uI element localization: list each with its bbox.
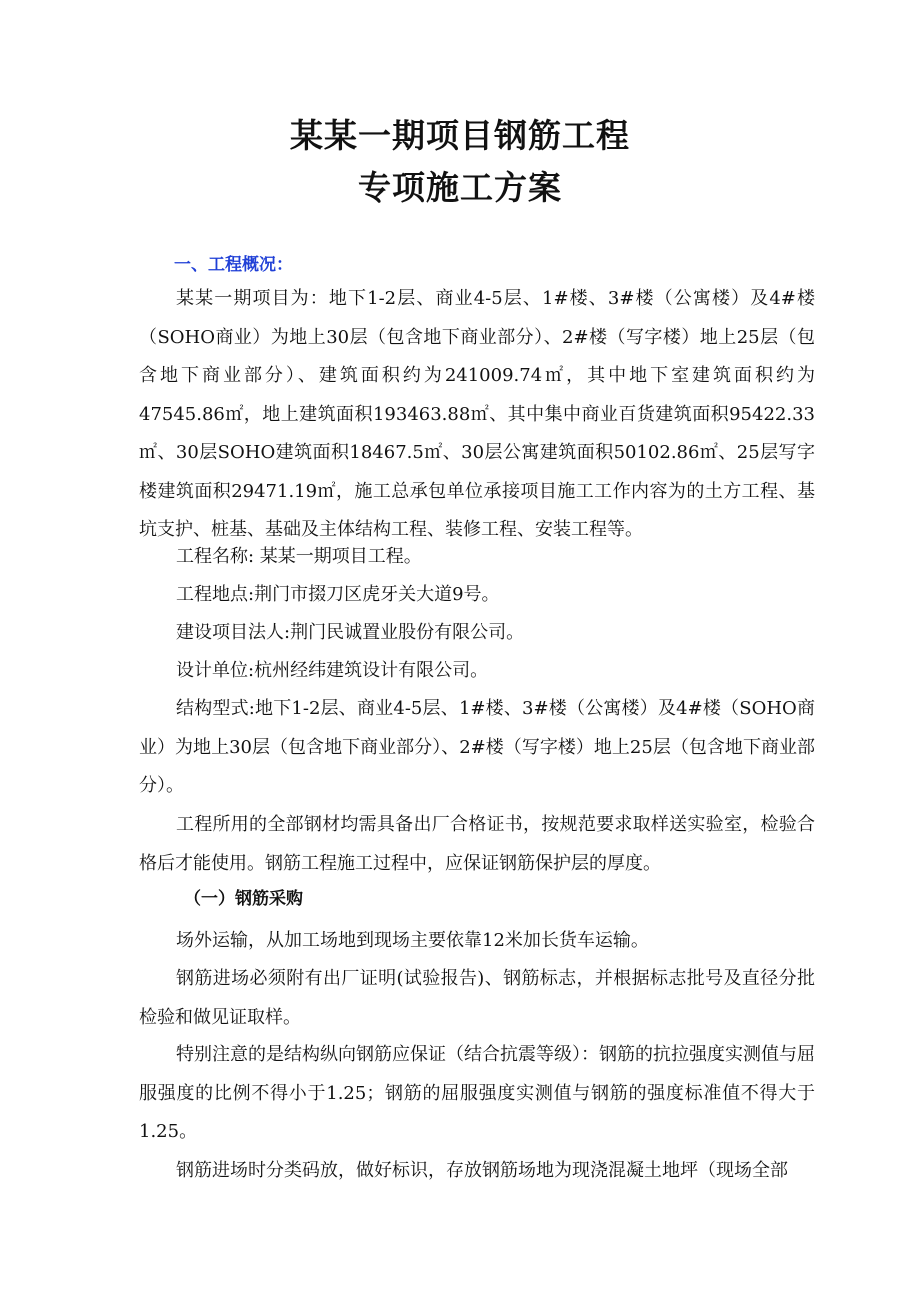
section-heading-overview: 一、工程概况：: [174, 255, 293, 275]
storage-paragraph: 钢筋进场时分类码放，做好标识，存放钢筋场地为现浇混凝土地坪（现场全部: [176, 1160, 788, 1181]
overview-paragraph: 某某一期项目为：地下1-2层、商业4-5层、1#楼、3#楼（公寓楼）及4#楼（SOHO商业）为地上30层（包含地下商业部分）、2#楼（写字楼）地上25层（包含地下商业部分）、建筑面积约为241009.74㎡，其中地下室建筑面积约为47545.86㎡，地上建筑面积193463.88㎡、其中集中商业百货建筑面积95422.33㎡、30层SOHO建筑面积18467.5㎡、30层公寓建筑面积50102.86㎡、25层写字楼建筑面积29471.19㎡，施工总承包单位承接项目施工工作内容为的土方工程、基坑支护、桩基、基础及主体结构工程、装修工程、安装工程等。: [139, 288, 815, 540]
subsection-heading-procurement: （一）钢筋采购: [184, 889, 303, 909]
document-title-line2: 专项施工方案: [358, 168, 562, 207]
document-title-line1: 某某一期项目钢筋工程: [290, 116, 630, 155]
project-owner-paragraph: 建设项目法人:荆门民诚置业股份有限公司。: [176, 622, 525, 643]
transport-paragraph: 场外运输，从加工场地到现场主要依靠12米加长货车运输。: [176, 930, 649, 951]
attention-paragraph: 特别注意的是结构纵向钢筋应保证（结合抗震等级）：钢筋的抗拉强度实测值与屈服强度的比例不得小于1.25；钢筋的屈服强度实测值与钢筋的强度标准值不得大于1.25。: [139, 1044, 815, 1142]
structure-type-paragraph: 结构型式:地下1-2层、商业4-5层、1#楼、3#楼（公寓楼）及4#楼（SOHO商业）为地上30层（包含地下商业部分）、2#楼（写字楼）地上25层（包含地下商业部分）。: [139, 698, 815, 796]
project-name-paragraph: 工程名称: 某某一期项目工程。: [176, 546, 422, 567]
steel-entry-paragraph: 钢筋进场必须附有出厂证明(试验报告)、钢筋标志，并根据标志批号及直径分批检验和做见证取样。: [139, 968, 815, 1028]
design-unit-paragraph: 设计单位:杭州经纬建筑设计有限公司。: [176, 660, 489, 681]
project-site-paragraph: 工程地点:荆门市掇刀区虎牙关大道9号。: [176, 584, 500, 605]
steel-requirement-paragraph: 工程所用的全部钢材均需具备出厂合格证书，按规范要求取样送实验室，检验合格后才能使用。钢筋工程施工过程中，应保证钢筋保护层的厚度。: [139, 814, 815, 874]
